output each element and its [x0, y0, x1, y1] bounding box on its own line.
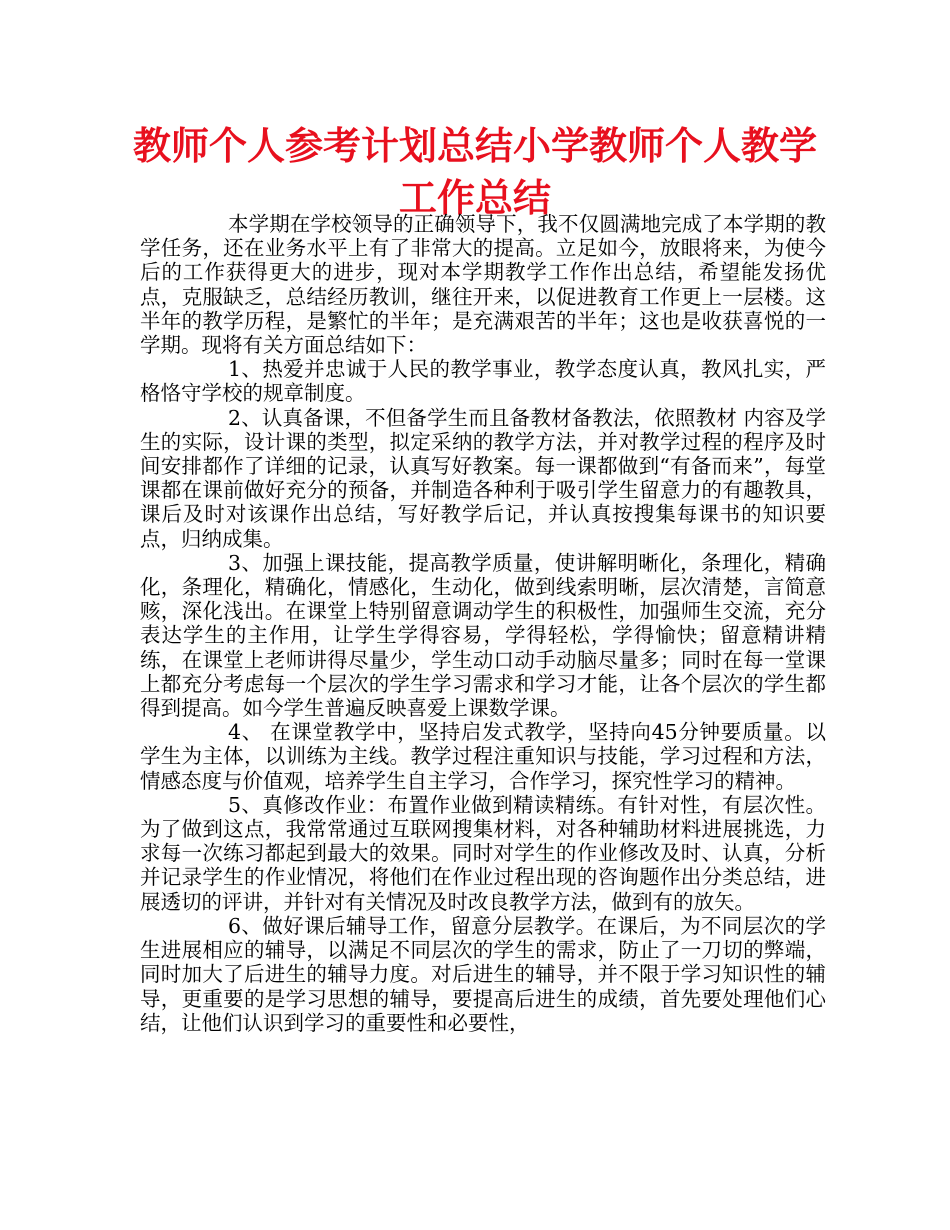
paragraph-2: 2、认真备课，不但备学生而且备教材备教法，依照教材 内容及学生的实际，设计课的类型，拟定采纳的教学方法，并对教学过程的程序及时间安排都作了详细的记录，认真写好教案。每一课都做到“有备而来”，每堂课都在课前做好充分的预备，并制造各种利于吸引学生留意力的有趣教具，课后及时对该课作出总结，写好教学后记，并认真按搜集每课书的知识要点，归纳成集。	[140, 405, 826, 551]
paragraph-5: 5、真修改作业：布置作业做到精读精练。有针对性，有层次性。为了做到这点，我常常通过互联网搜集材料，对各种辅助材料进展挑选，力求每一次练习都起到最大的效果。同时对学生的作业修改及时、认真，分析并记录学生的作业情况，将他们在作业过程出现的咨询题作出分类总结，进展透切的评讲，并针对有关情况及时改良教学方法，做到有的放矢。	[140, 792, 826, 914]
document-body	[140, 212, 826, 1035]
document-title: 教师个人参考计划总结小学教师个人教学工作总结	[132, 124, 817, 220]
paragraph-intro: 本学期在学校领导的正确领导下，我不仅圆满地完成了本学期的教学任务，还在业务水平上有了非常大的提高。立足如今，放眼将来，为使今后的工作获得更大的进步，现对本学期教学工作作出总结，希望能发扬优点，克服缺乏，总结经历教训，继往开来，以促进教育工作更上一层楼。这半年的教学历程，是繁忙的半年；是充满艰苦的半年；这也是收获喜悦的一学期。现将有关方面总结如下：	[140, 212, 826, 358]
paragraph-6: 6、做好课后辅导工作，留意分层教学。在课后，为不同层次的学生进展相应的辅导，以满足不同层次的学生的需求，防止了一刀切的弊端，同时加大了后进生的辅导力度。对后进生的辅导，并不限于学习知识性的辅导，更重要的是学习思想的辅导，要提高后进生的成绩，首先要处理他们心结，让他们认识到学习的重要性和必要性，	[140, 913, 826, 1035]
paragraph-3: 3、加强上课技能，提高教学质量，使讲解明晰化，条理化，精确化，条理化，精确化，情感化，生动化，做到线索明晰，层次清楚，言简意赅，深化浅出。在课堂上特别留意调动学生的积极性，加强师生交流，充分表达学生的主作用，让学生学得容易，学得轻松，学得愉快；留意精讲精练，在课堂上老师讲得尽量少，学生动口动手动脑尽量多；同时在每一堂课上都充分考虑每一个层次的学生学习需求和学习才能，让各个层次的学生都得到提高。如今学生普遍反映喜爱上课数学课。	[140, 550, 826, 721]
paragraph-1: 1、热爱并忠诚于人民的教学事业，教学态度认真，教风扎实，严格恪守学校的规章制度。	[140, 357, 826, 406]
paragraph-4: 4、 在课堂教学中，坚持启发式教学，坚持向45分钟要质量。以学生为主体，以训练为主线。教学过程注重知识与技能，学习过程和方法，情感态度与价值观，培养学生自主学习，合作学习，探究性学习的精神。	[140, 720, 826, 793]
